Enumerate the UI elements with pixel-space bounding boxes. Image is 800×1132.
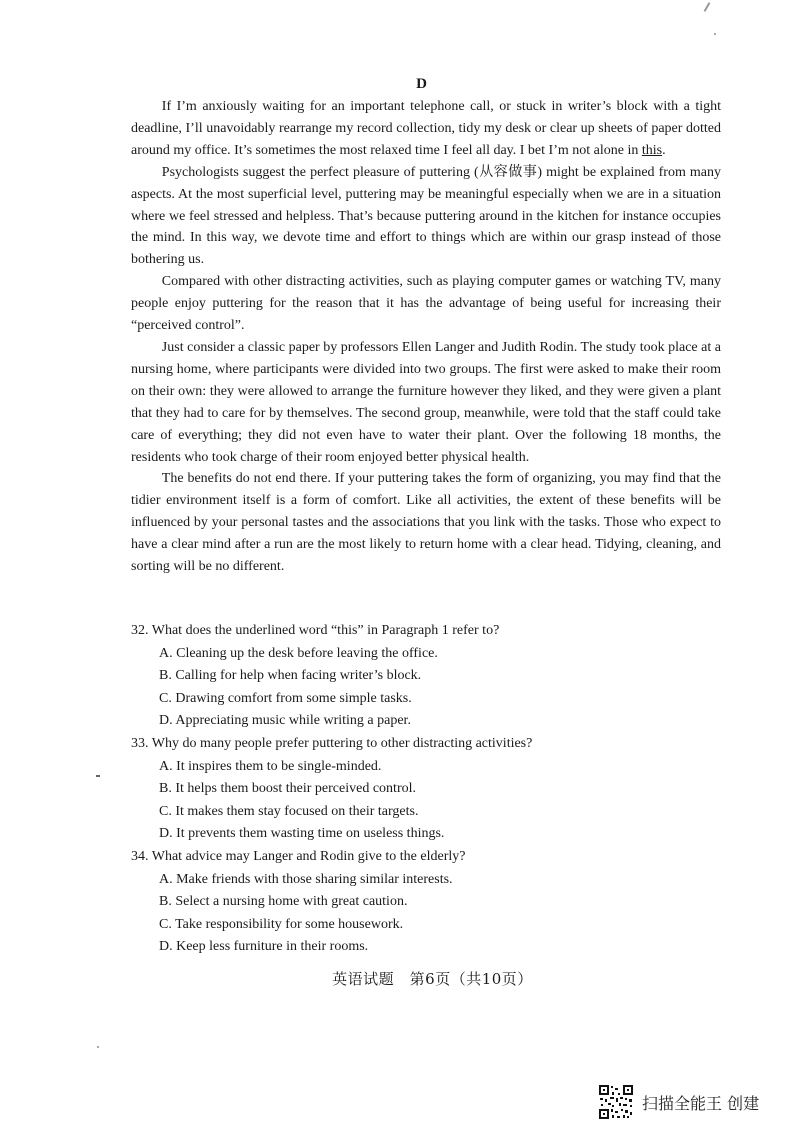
underlined-word: this — [641, 142, 663, 158]
question-32 — [131, 620, 721, 733]
option-a: A. It inspires them to be single-minded. — [159, 758, 382, 774]
scanner-label: 扫描全能王 创建 — [642, 1093, 760, 1113]
question-33 — [131, 733, 721, 846]
option-d: D. Appreciating music while writing a paper. — [159, 713, 411, 729]
paragraph-5: The benefits do not end there. If your puttering takes the form of organizing, you may find that the tidier environment itself is a form of comfort. Like all activities, the extent of these benefits will be influenced by your personal tastes and the associations that you link with the tasks. Those who expect to have a clear mind after a run are the most likely to return home with a clear head. Tidying, cleaning, and sorting will be no different. — [131, 471, 721, 575]
option-b: B. Calling for help when facing writer’s block. — [159, 668, 422, 684]
option-a: A. Make friends with those sharing similar interests. — [159, 871, 453, 887]
option-b: B. Select a nursing home with great caution. — [159, 894, 408, 910]
option-d: D. Keep less furniture in their rooms. — [159, 939, 369, 955]
scan-mark — [97, 1046, 99, 1048]
scan-mark — [96, 775, 100, 777]
paragraph-1 — [131, 96, 721, 162]
option-c: C. Take responsibility for some housework. — [159, 916, 404, 932]
paragraph-3: Compared with other distracting activities, such as playing computer games or watching TV, many people enjoy puttering for the reason that it has the advantage of being useful for increasing their “perceived control”. — [131, 274, 721, 334]
question-stem: 34. What advice may Langer and Rodin give to the elderly? — [131, 848, 466, 864]
question-stem: 32. What does the underlined word “this” in Paragraph 1 refer to? — [131, 623, 500, 638]
scanner-watermark — [598, 1084, 759, 1120]
qr-code-icon — [598, 1084, 634, 1120]
page-footer: 英语试题 第6页（共10页） — [332, 970, 533, 988]
paragraph-1-text: If I’m anxiously waiting for an important telephone call, or stuck in writer’s block with a tight deadline, I’ll unavoidably rearrange my record collection, tidy my desk or clear up sheets of paper dotted around my office. It’s sometimes the most relaxed time I feel all day. I bet I’m not alone in — [131, 99, 721, 158]
scan-mark — [704, 2, 711, 12]
reading-passage — [131, 96, 721, 578]
option-b: B. It helps them boost their perceived control. — [159, 781, 416, 797]
question-34 — [131, 846, 721, 959]
paragraph-1-end: . — [662, 142, 666, 158]
option-c: C. Drawing comfort from some simple tasks. — [159, 690, 412, 706]
section-heading: D — [416, 76, 427, 92]
paragraph-4: Just consider a classic paper by professors Ellen Langer and Judith Rodin. The study took place at a nursing home, where participants were divided into two groups. The first were asked to make their room on their own: they were allowed to arrange the furniture however they liked, and they were given a plant that they had to care for by themselves. The second group, meanwhile, were told that the staff could take care of everything; they did not even have to water their plant. Over the following 18 months, the residents who took charge of their room enjoyed better physical health. — [131, 339, 721, 465]
scan-mark — [714, 33, 716, 35]
question-list — [131, 620, 721, 959]
question-stem: 33. Why do many people prefer puttering to other distracting activities? — [131, 735, 533, 751]
paragraph-2: Psychologists suggest the perfect pleasure of puttering (从容做事) might be explained from many aspects. At the most superficial level, puttering may be meaningful especially when we are in a situation where we feel stressed and helpless. That’s because puttering around in the kitchen for instance occupies the mind. In this way, we devote time and effort to things which are within our grasp instead of those bothering us. — [131, 164, 721, 268]
option-a: A. Cleaning up the desk before leaving the office. — [159, 645, 438, 661]
option-c: C. It makes them stay focused on their targets. — [159, 803, 419, 819]
option-d: D. It prevents them wasting time on useless things. — [159, 826, 445, 842]
